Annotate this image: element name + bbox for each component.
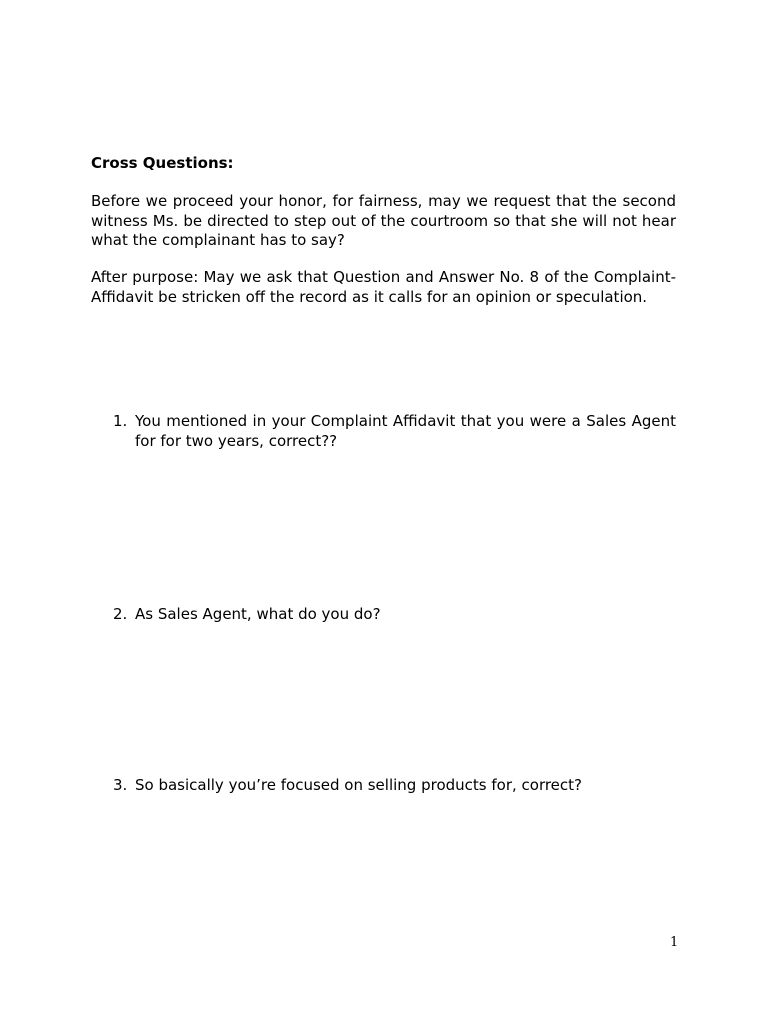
- paragraph-strike-question: After purpose: May we ask that Question and Answer No. 8 of the Complaint-Affidavit be stricken off the record as it calls for an opinion or speculation.: [91, 268, 676, 306]
- page-number: 1: [670, 935, 679, 950]
- question-number: 1.: [113, 412, 128, 430]
- question-number: 3.: [113, 776, 128, 794]
- paragraph-request-witness-exit: Before we proceed your honor, for fairness, may we request that the second witness Ms. be directed to step out of the courtroom so that she will not hear what the complainant has to say?: [91, 192, 676, 249]
- section-heading: Cross Questions:: [91, 154, 234, 172]
- question-text: So basically you’re focused on selling products for, correct?: [135, 776, 583, 794]
- question-item: [91, 412, 676, 451]
- question-text: You mentioned in your Complaint Affidavit that you were a Sales Agent for for two years, correct??: [135, 412, 676, 450]
- question-item: [91, 605, 676, 625]
- question-item: [91, 776, 676, 796]
- question-text: As Sales Agent, what do you do?: [135, 605, 381, 623]
- question-number: 2.: [113, 605, 128, 623]
